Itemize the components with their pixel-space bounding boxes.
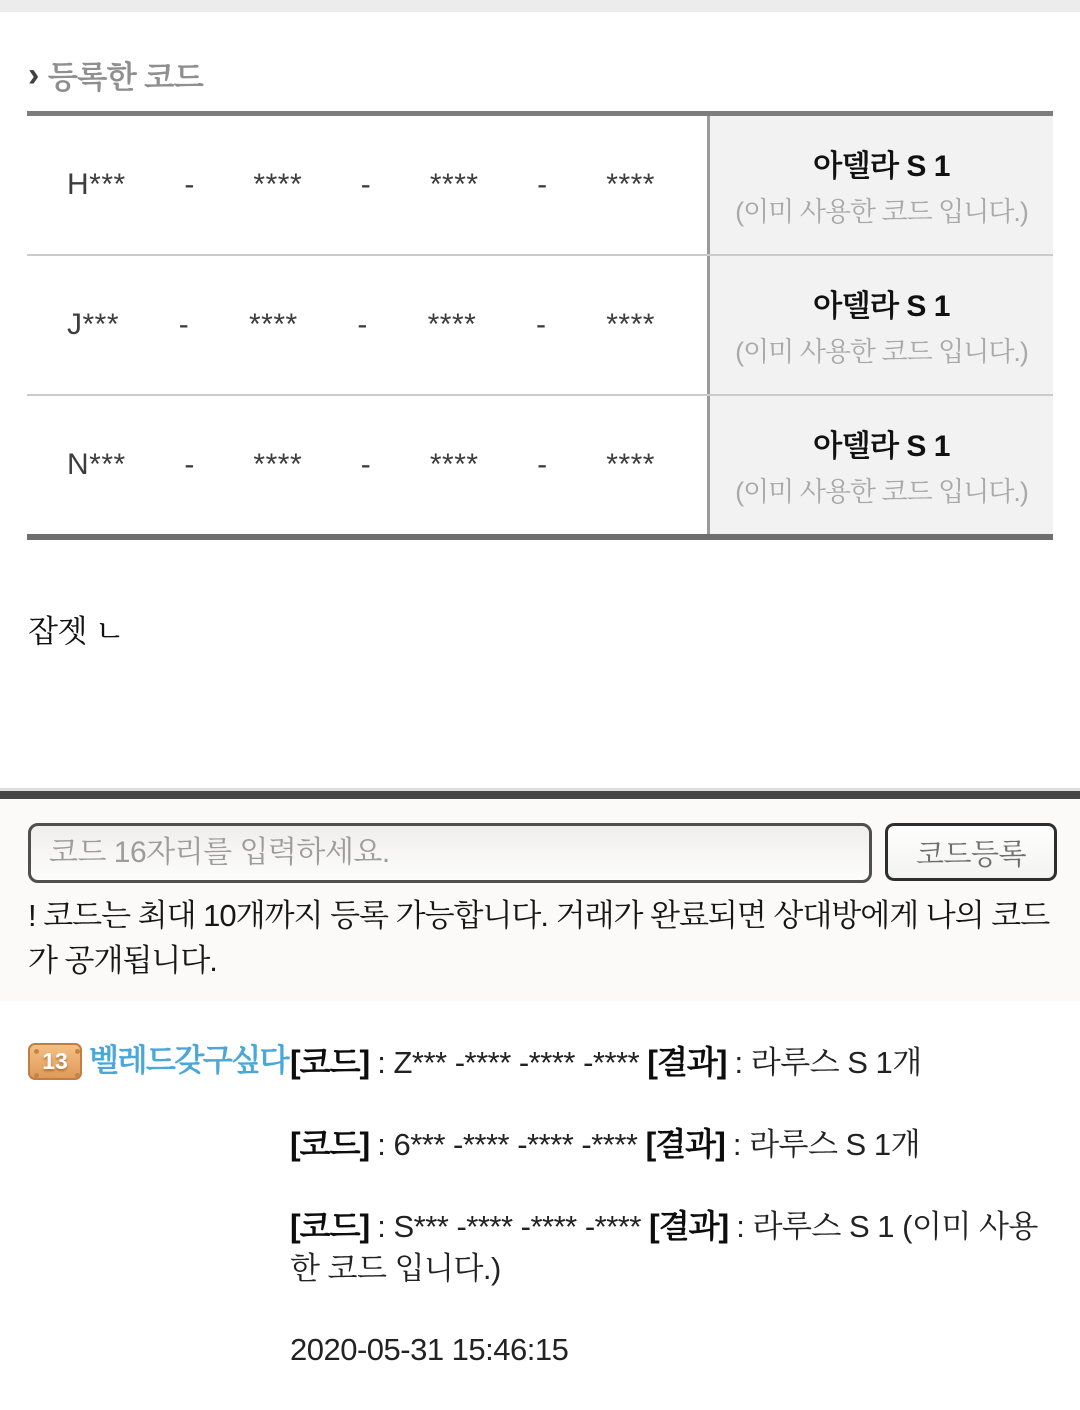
code-separator: - (184, 448, 195, 481)
code-part: **** (427, 308, 477, 341)
register-code-button[interactable]: 코드등록 (885, 823, 1057, 881)
code-separator: - (536, 308, 547, 341)
code-part: **** (429, 168, 479, 201)
code-part: **** (606, 448, 655, 481)
result-used-note: (이미 사용한 코드 입니다.) (735, 337, 1028, 367)
comment-body (290, 1041, 1080, 1410)
free-text-note: 잡젯 ㄴ (28, 614, 125, 649)
code-separator: - (360, 168, 372, 201)
table-row (27, 394, 1053, 534)
section-title: 등록한 코드 (47, 60, 204, 95)
top-strip (0, 0, 1080, 12)
code-part: **** (429, 448, 479, 481)
code-separator: - (360, 448, 372, 481)
code-part: **** (253, 448, 303, 481)
masked-code (27, 116, 707, 254)
result-value: : 라루스 S 1개 (726, 1045, 922, 1080)
code-part: N*** (67, 448, 126, 481)
code-part: **** (606, 168, 655, 201)
username-link[interactable]: 벨레드갖구싶다 (89, 1043, 289, 1078)
chevron-right-icon: › (28, 55, 39, 94)
result-value: : 라루스 S 1개 (724, 1127, 921, 1162)
code-result-cell (707, 396, 1053, 534)
code-limit-help-text: ! 코드는 최대 10개까지 등록 가능합니다. 거래가 완료되면 상대방에게 나의 코드가 공개됩니다. (28, 898, 1050, 978)
result-label: [결과] (645, 1126, 725, 1162)
registered-codes-table (27, 111, 1053, 540)
result-label: [결과] (649, 1208, 729, 1244)
code-register-form (0, 823, 1080, 883)
code-part: **** (248, 308, 298, 341)
comment-item (0, 1041, 1080, 1410)
code-label: [코드] (290, 1044, 370, 1080)
comment-line (290, 1123, 1050, 1166)
result-item-name: 아델라 S 1 (813, 290, 950, 323)
masked-code (27, 396, 707, 534)
registered-codes-header (28, 52, 1053, 97)
code-label: [코드] (290, 1126, 370, 1162)
comment-author (0, 1041, 290, 1410)
code-part: **** (606, 308, 655, 341)
code-value: : 6*** -**** -**** -**** (369, 1127, 646, 1162)
code-separator: - (184, 168, 195, 201)
result-used-note: (이미 사용한 코드 입니다.) (735, 477, 1028, 507)
code-register-section (0, 799, 1080, 1001)
table-row (27, 254, 1053, 394)
result-item-name: 아델라 S 1 (813, 430, 950, 463)
code-part: **** (253, 168, 303, 201)
code-value: : S*** -**** -**** -**** (369, 1209, 650, 1244)
level-badge-icon: 13 (28, 1043, 82, 1080)
code-separator: - (537, 448, 548, 481)
section-divider (0, 788, 1080, 799)
code-separator: - (357, 308, 368, 341)
code-separator: - (537, 168, 548, 201)
code-label: [코드] (290, 1208, 370, 1244)
result-label: [결과] (647, 1044, 727, 1080)
comment-timestamp: 2020-05-31 15:46:15 (290, 1332, 569, 1367)
code-separator: - (178, 308, 190, 341)
comment-line (290, 1205, 1050, 1290)
code-part: H*** (67, 168, 126, 201)
masked-code (27, 256, 707, 394)
table-row (27, 116, 1053, 254)
result-used-note: (이미 사용한 코드 입니다.) (735, 197, 1028, 227)
result-value: : 라루스 S 1 (이미 사용한 코드 입니다.) (290, 1209, 1038, 1286)
code-part: J*** (67, 308, 120, 341)
code-input[interactable] (28, 823, 872, 883)
result-item-name: 아델라 S 1 (813, 150, 950, 183)
code-result-cell (707, 116, 1053, 254)
comment-line (290, 1041, 1050, 1084)
code-value: : Z*** -**** -**** -**** (369, 1045, 648, 1080)
code-result-cell (707, 256, 1053, 394)
